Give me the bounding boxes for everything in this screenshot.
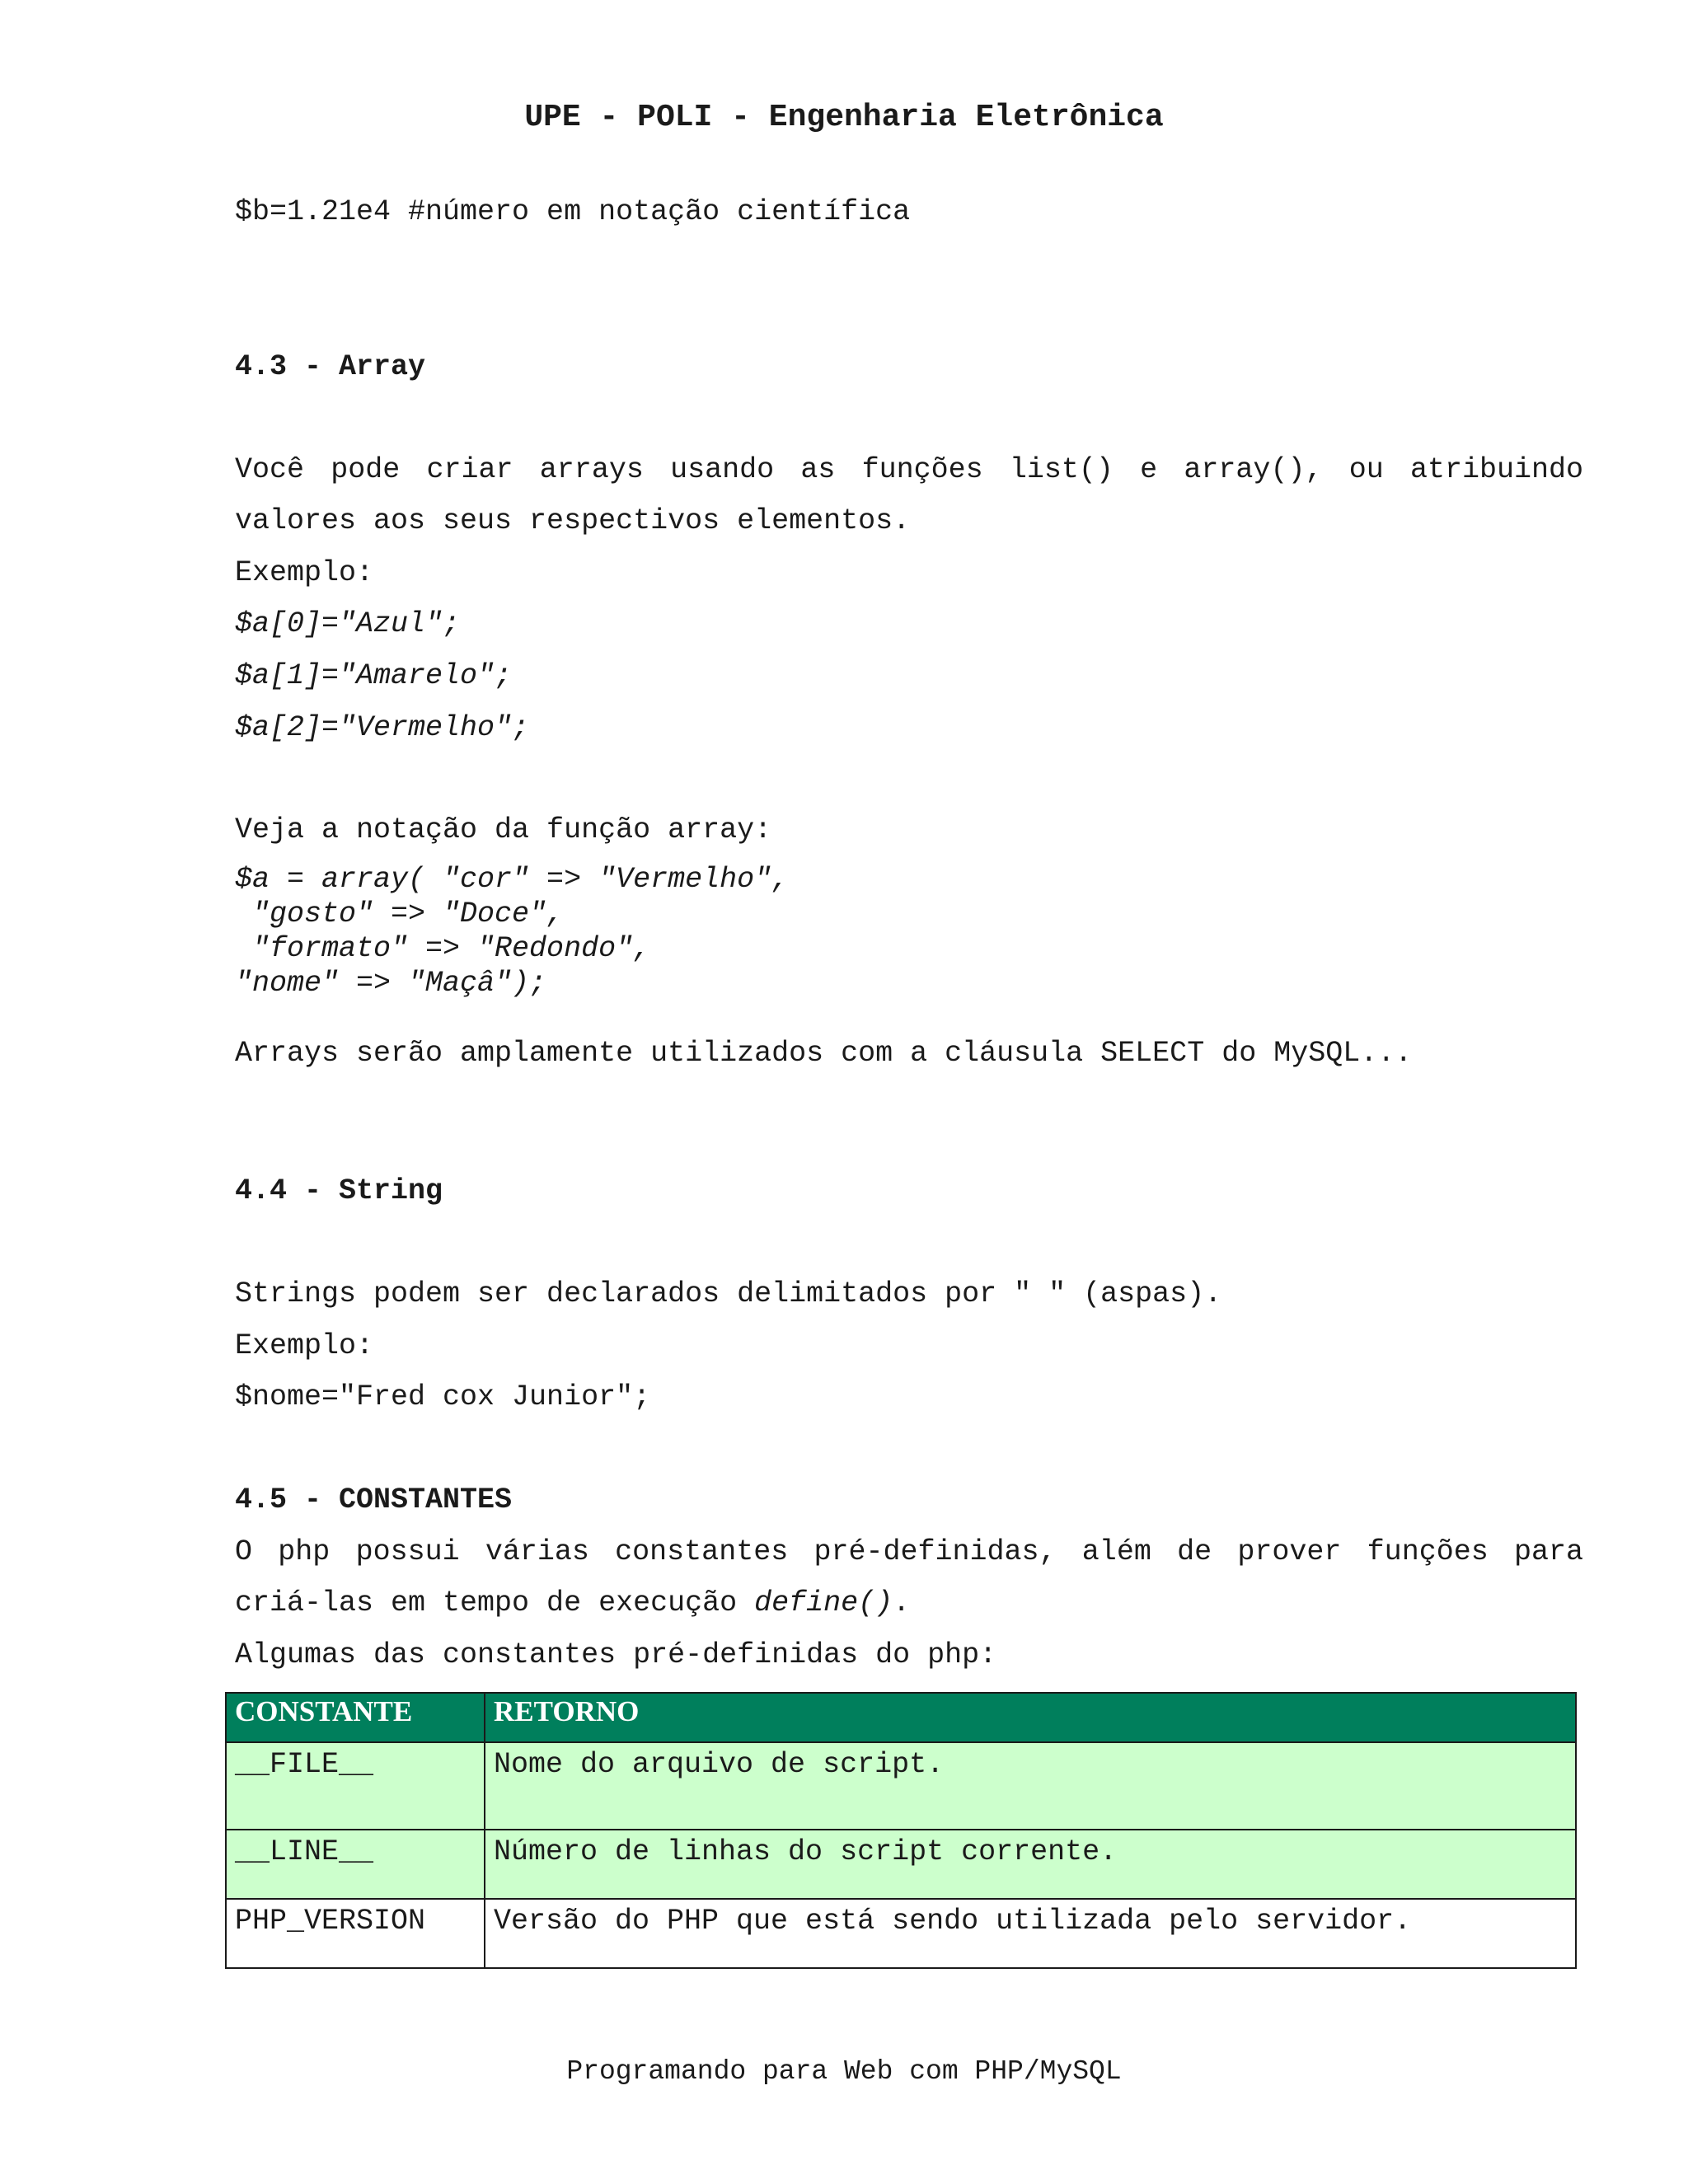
table-cell-constant: __FILE__ xyxy=(226,1742,485,1830)
section-string-heading: 4.4 - String xyxy=(235,1174,443,1207)
constants-paragraph-line2 xyxy=(235,1582,910,1624)
page-footer: Programando para Web com PHP/MySQL xyxy=(566,2056,1122,2087)
array-example-label: Exemplo: xyxy=(235,556,374,589)
array-code-block xyxy=(235,862,789,1001)
array-paragraph-line1: Você pode criar arrays usando as funções list() e array(), ou atribuindo xyxy=(235,453,1583,486)
array-paragraph-line2: valores aos seus respectivos elementos. xyxy=(235,504,911,537)
array-example-line: $a[1]="Amarelo"; xyxy=(235,659,513,692)
code-line: $a = array( "cor" => "Vermelho", xyxy=(235,863,790,896)
table-cell-retorno: Nome do arquivo de script. xyxy=(485,1742,1576,1830)
code-line: "nome" => "Maçâ"); xyxy=(235,967,547,1000)
intro-code-line: $b=1.21e4 #número em notação científica xyxy=(235,195,911,228)
array-example-line: $a[2]="Vermelho"; xyxy=(235,711,530,744)
table-header-retorno: RETORNO xyxy=(485,1693,1576,1742)
table-cell-retorno: Versão do PHP que está sendo utilizada pelo servidor. xyxy=(485,1899,1576,1968)
table-row xyxy=(226,1742,1576,1830)
constants-paragraph-period: . xyxy=(893,1586,911,1619)
table-header-row xyxy=(226,1693,1576,1742)
table-cell-retorno: Número de linhas do script corrente. xyxy=(485,1830,1576,1899)
table-row xyxy=(226,1899,1576,1968)
code-line: "formato" => "Redondo", xyxy=(235,932,651,965)
section-array-heading: 4.3 - Array xyxy=(235,350,426,383)
constants-paragraph-text: criá-las em tempo de execução xyxy=(235,1586,755,1619)
string-paragraph: Strings podem ser declarados delimitados por " " (aspas). xyxy=(235,1277,1222,1310)
table-header-constante: CONSTANTE xyxy=(226,1693,485,1742)
array-example-line: $a[0]="Azul"; xyxy=(235,607,461,640)
constants-table-intro: Algumas das constantes pré-definidas do php: xyxy=(235,1638,997,1671)
array-notation-intro: Veja a notação da função array: xyxy=(235,813,772,846)
table-row xyxy=(226,1830,1576,1899)
string-example: $nome="Fred cox Junior"; xyxy=(235,1380,651,1413)
table-cell-constant: PHP_VERSION xyxy=(226,1899,485,1968)
section-constants-heading: 4.5 - CONSTANTES xyxy=(235,1483,513,1516)
array-closing-text: Arrays serão amplamente utilizados com a cláusula SELECT do MySQL... xyxy=(235,1037,1413,1070)
string-example-label: Exemplo: xyxy=(235,1329,374,1362)
define-function-text: define() xyxy=(754,1586,893,1619)
table-cell-constant: __LINE__ xyxy=(226,1830,485,1899)
code-line: "gosto" => "Doce", xyxy=(235,898,565,930)
constants-table xyxy=(225,1692,1577,1969)
constants-paragraph-line1: O php possui várias constantes pré-definidas, além de prover funções para xyxy=(235,1535,1583,1568)
page-header-title: UPE - POLI - Engenharia Eletrônica xyxy=(524,100,1164,135)
